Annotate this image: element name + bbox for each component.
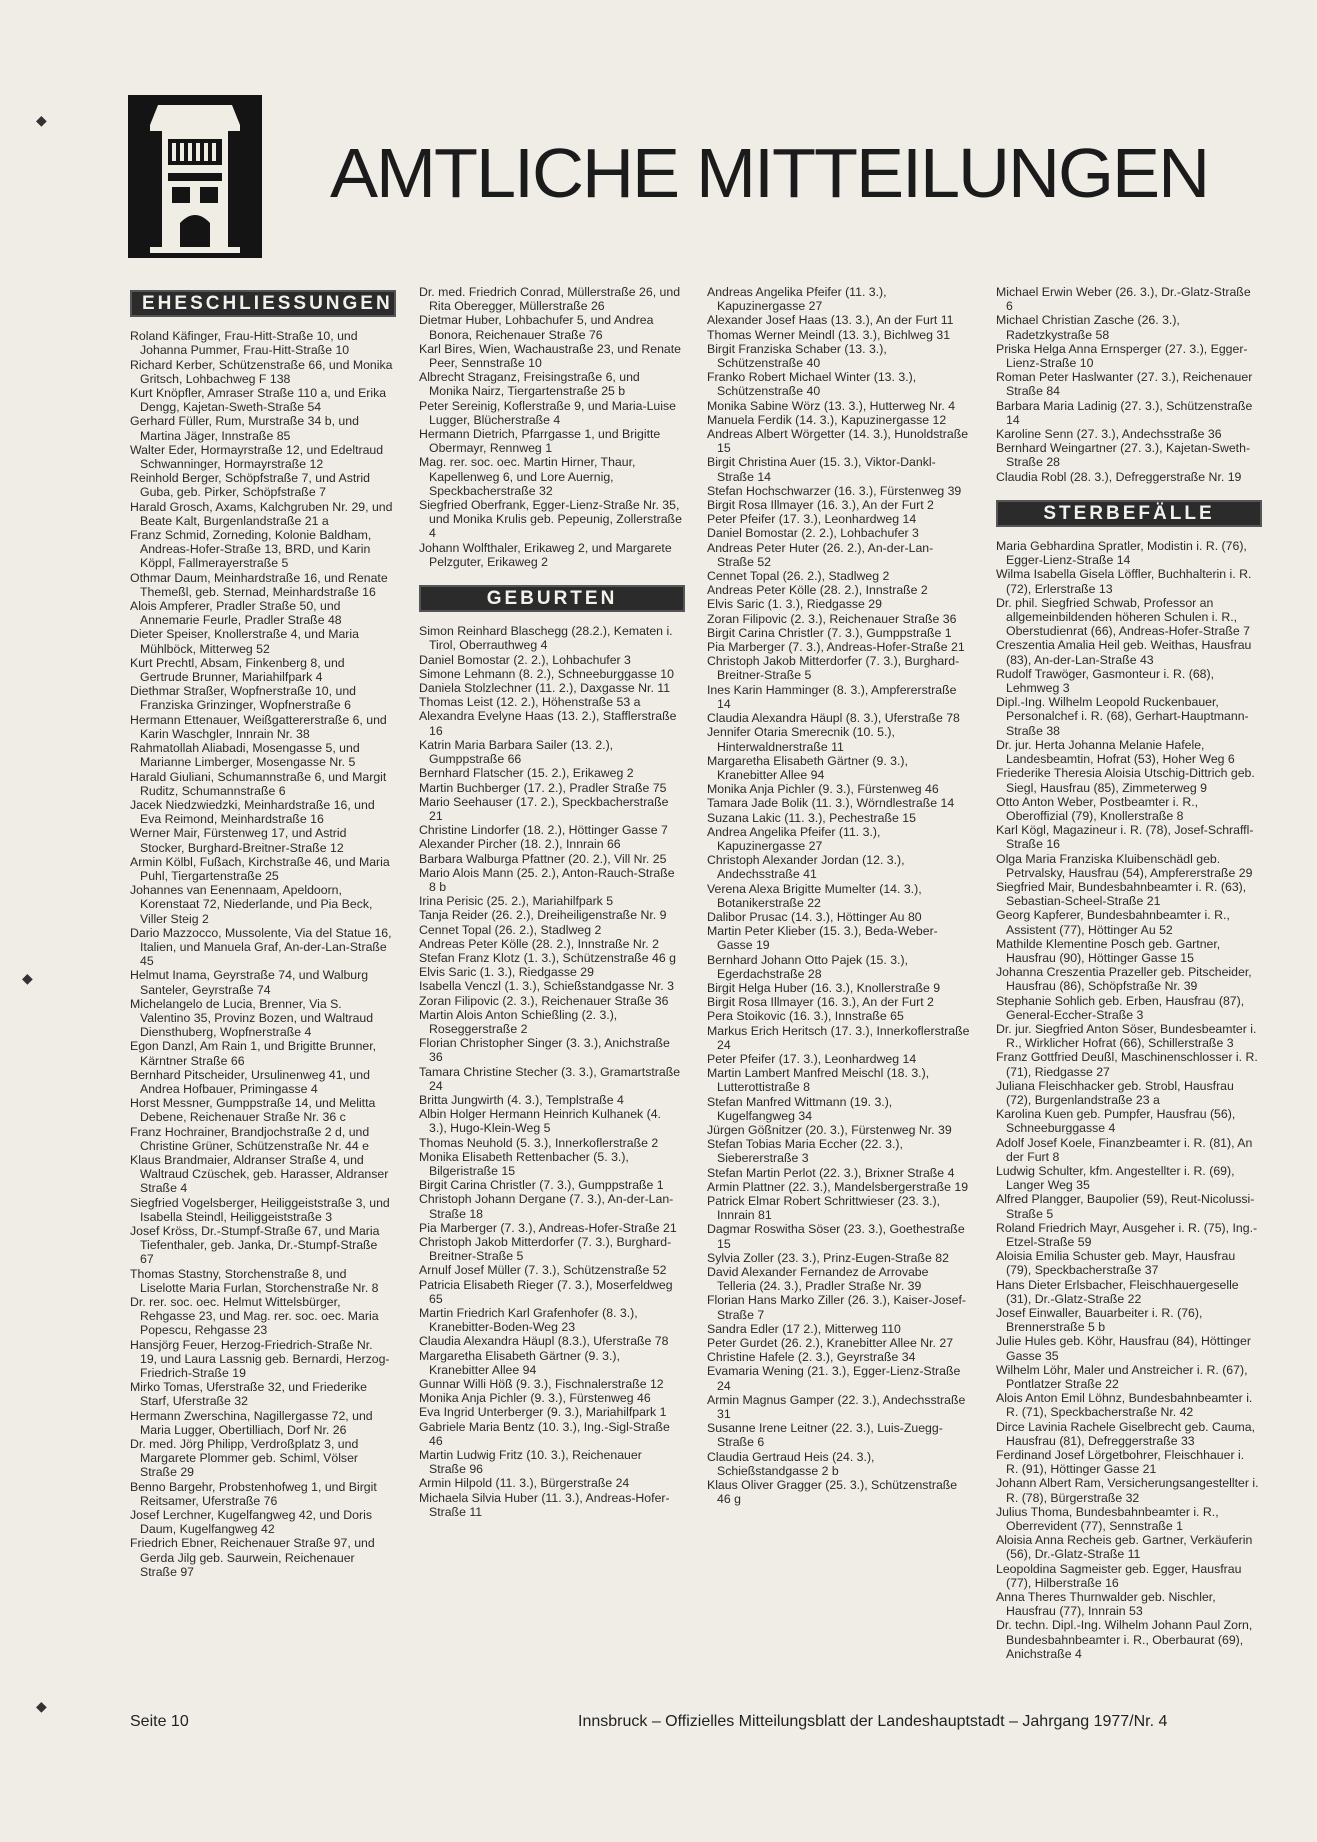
- list-item: Adolf Josef Koele, Finanzbeamter i. R. (81), An der Furt 8: [996, 1135, 1253, 1164]
- list-item: Barbara Maria Ladinig (27. 3.), Schützenstraße 14: [996, 398, 1253, 427]
- list-item: Maria Gebhardina Spratler, Modistin i. R. (76), Egger-Lienz-Straße 14: [996, 539, 1247, 568]
- list-item: Daniela Stolzlechner (11. 2.), Daxgasse Nr. 11: [419, 681, 671, 696]
- list-item: Siegfried Mair, Bundesbahnbeamter i. R. (63), Sebastian-Scheel-Straße 21: [996, 879, 1247, 909]
- list-item: Andreas Peter Kölle (28. 2.), Innstraße Nr. 2: [419, 936, 659, 951]
- tower-logo-icon: [128, 95, 262, 258]
- list-item: Kurt Knöpfler, Amraser Straße 110 a, und Erika Dengg, Kajetan-Sweth-Straße 54: [130, 386, 387, 415]
- list-item: Aloisia Anna Recheis geb. Gartner, Verkäuferin (56), Dr.-Glatz-Straße 11: [996, 1533, 1253, 1562]
- list-item: Benno Bargehr, Probstenhofweg 1, und Birgit Reitsamer, Uferstraße 76: [130, 1479, 377, 1508]
- list-item: Martin Buchberger (17. 2.), Pradler Straße 75: [419, 780, 667, 795]
- list-item: Birgit Rosa Illmayer (16. 3.), An der Furt 2: [707, 498, 934, 513]
- list-item: Dr. phil. Siegfried Schwab, Professor an allgemeinbildenden höheren Schulen i. R., Oberstudienrat (66), Andreas-Hofer-Straße 7: [996, 595, 1250, 639]
- list-item: Katrin Maria Barbara Sailer (13. 2.), Gumppstraße 66: [419, 737, 614, 767]
- list-item: Johann Albert Ram, Versicherungsangestellter i. R. (78), Bürgerstraße 32: [996, 1476, 1259, 1505]
- list-item: Thomas Werner Meindl (13. 3.), Bichlweg 31: [707, 327, 951, 342]
- list-item: Martin Friedrich Karl Grafenhofer (8. 3.), Kranebitter-Boden-Weg 23: [419, 1306, 638, 1335]
- list-item: Claudia Robl (28. 3.), Defreggerstraße Nr. 19: [996, 469, 1242, 484]
- list-item: Dipl.-Ing. Wilhelm Leopold Ruckenbauer, Personalchef i. R. (68), Gerhart-Hauptmann-Straße 38: [996, 695, 1249, 738]
- list-item: Claudia Gertraud Heis (24. 3.), Schießstandgasse 2 b: [707, 1449, 875, 1478]
- list-item: Martin Peter Klieber (15. 3.), Beda-Weber-Gasse 19: [707, 924, 938, 953]
- list-item: Andreas Peter Kölle (28. 2.), Innstraße 2: [707, 583, 928, 598]
- list-item: Jacek Niedzwiedzki, Meinhardstraße 16, und Eva Reimond, Meinhardstraße 16: [130, 797, 375, 827]
- list-item: Franz Gottfried Deußl, Maschinenschlosser i. R. (71), Riedgasse 27: [996, 1050, 1258, 1079]
- list-item: Christoph Jakob Mitterdorfer (7. 3.), Burghard-Breitner-Straße 5: [419, 1235, 672, 1264]
- list-item: Rudolf Trawöger, Gasmonteur i. R. (68), Lehmweg 3: [996, 666, 1215, 696]
- list-item: Martin Lambert Manfred Meischl (18. 3.), Lutterottistraße 8: [707, 1066, 930, 1095]
- list-item: Markus Erich Heritsch (17. 3.), Innerkoflerstraße 24: [707, 1023, 970, 1052]
- list-item: Arnulf Josef Müller (7. 3.), Schützenstraße 52: [419, 1263, 667, 1278]
- list-item: Johannes van Eenennaam, Apeldoorn, Korenstaat 72, Niederlande, und Pia Beck, Viller Steig 2: [130, 883, 373, 926]
- list-item: Monika Elisabeth Rettenbacher (5. 3.), Bilgeristraße 15: [419, 1149, 629, 1178]
- list-item: Ferdinand Josef Lörgetbohrer, Fleischhauer i. R. (91), Höttinger Gasse 21: [996, 1448, 1245, 1477]
- list-item: Alois Anton Emil Löhnz, Bundesbahnbeamter i. R. (71), Speckbacherstraße Nr. 42: [996, 1391, 1253, 1420]
- list-item: Creszentia Amalia Heil geb. Weithas, Hausfrau (83), An-der-Lan-Straße 43: [996, 638, 1252, 667]
- list-item: Bernhard Flatscher (15. 2.), Erikaweg 2: [419, 766, 634, 781]
- list-item: Mario Seehauser (17. 2.), Speckbacherstraße 21: [419, 794, 669, 823]
- list-item: Gunnar Willi Höß (9. 3.), Fischnalerstraße 12: [419, 1377, 664, 1392]
- list-item: Dirce Lavinia Rachele Giselbrecht geb. Cauma, Hausfrau (81), Defreggerstraße 33: [996, 1419, 1256, 1448]
- list-item: Georg Kapferer, Bundesbahnbeamter i. R., Assistent (77), Höttinger Au 52: [996, 908, 1230, 937]
- list-item: Ines Karin Hamminger (8. 3.), Ampfererstraße 14: [707, 682, 957, 711]
- column-3: [707, 285, 970, 1506]
- list-item: Dr. rer. soc. oec. Helmut Wittelsbürger, Rehgasse 23, und Mag. rer. soc. oec. Maria Popescu, Rehgasse 23: [130, 1295, 379, 1338]
- list-item: Andrea Angelika Pfeifer (11. 3.), Kapuzinergasse 27: [707, 824, 881, 853]
- list-item: Aloisia Emilia Schuster geb. Mayr, Hausfrau (79), Speckbacherstraße 37: [996, 1249, 1236, 1278]
- list-item: Dr. techn. Dipl.-Ing. Wilhelm Johann Paul Zorn, Bundesbahnbeamter i. R., Oberbaurat (69), Anichstraße 4: [996, 1618, 1253, 1661]
- marriages-list-continued: [419, 285, 682, 569]
- list-item: Michael Christian Zasche (26. 3.), Radetzkystraße 58: [996, 313, 1180, 342]
- list-item: Dietmar Huber, Lohbachufer 5, und Andrea Bonora, Reichenauer Straße 76: [419, 313, 654, 342]
- list-item: Bernhard Pitscheider, Ursulinenweg 41, und Andrea Hofbauer, Primingasse 4: [130, 1067, 370, 1096]
- page-title: AMTLICHE MITTEILUNGEN: [330, 134, 1209, 212]
- list-item: Karl Kögl, Magazineur i. R. (78), Josef-Schraffl-Straße 16: [996, 823, 1254, 852]
- list-item: Andreas Peter Huter (26. 2.), An-der-Lan-Straße 52: [707, 540, 934, 569]
- list-item: Birgit Helga Huber (16. 3.), Knollerstraße 9: [707, 980, 941, 995]
- list-item: Mirko Tomas, Uferstraße 32, und Friederike Starf, Uferstraße 32: [130, 1380, 367, 1409]
- list-item: Gerhard Füller, Rum, Murstraße 34 b, und Martina Jäger, Innstraße 85: [130, 414, 359, 443]
- list-item: Bernhard Johann Otto Pajek (15. 3.), Egerdachstraße 28: [707, 952, 908, 981]
- list-item: Friederike Theresia Aloisia Utschig-Dittrich geb. Siegl, Hausfrau (85), Zimmeterweg 9: [996, 766, 1255, 795]
- list-item: Christoph Alexander Jordan (12. 3.), Andechsstraße 41: [707, 853, 905, 882]
- list-item: Priska Helga Anna Ernsperger (27. 3.), Egger-Lienz-Straße 10: [996, 341, 1248, 371]
- list-item: Helmut Inama, Geyrstraße 74, und Walburg Santeler, Geyrstraße 74: [130, 968, 369, 997]
- list-item: Hansjörg Feuer, Herzog-Friedrich-Straße Nr. 19, und Laura Lassnig geb. Bernardi, Herzog-Friedrich-Straße 19: [130, 1337, 390, 1381]
- list-item: Armin Hilpold (11. 3.), Bürgerstraße 24: [419, 1476, 630, 1491]
- list-item: Christoph Johann Dergane (7. 3.), An-der-Lan-Straße 18: [419, 1192, 674, 1221]
- list-item: Armin Plattner (22. 3.), Mandelsbergerstraße 19: [707, 1179, 969, 1194]
- list-item: Susanne Irene Leitner (22. 3.), Luis-Zuegg-Straße 6: [707, 1421, 943, 1450]
- list-item: Birgit Franziska Schaber (13. 3.), Schützenstraße 40: [707, 341, 887, 371]
- list-item: Dr. jur. Herta Johanna Melanie Hafele, Landesbeamtin, Hofrat (53), Hoher Weg 6: [996, 737, 1235, 767]
- list-item: Otto Anton Weber, Postbeamter i. R., Oberoffizial (79), Knollerstraße 8: [996, 794, 1199, 823]
- list-item: Alexandra Evelyne Haas (13. 2.), Stafflerstraße 16: [419, 709, 677, 738]
- list-item: Werner Mair, Fürstenweg 17, und Astrid Stocker, Burghard-Breitner-Straße 12: [130, 826, 347, 855]
- list-item: Pia Marberger (7. 3.), Andreas-Hofer-Straße 21: [419, 1220, 677, 1235]
- list-item: Manuela Ferdik (14. 3.), Kapuzinergasse 12: [707, 412, 947, 427]
- list-item: Isabella Venczl (1. 3.), Schießstandgasse Nr. 3: [419, 979, 674, 994]
- list-item: Florian Hans Marko Ziller (26. 3.), Kaiser-Josef-Straße 7: [707, 1293, 966, 1322]
- list-item: Birgit Carina Christler (7. 3.), Gumppstraße 1: [419, 1178, 664, 1193]
- list-item: Diethmar Straßer, Wopfnerstraße 10, und Franziska Grinzinger, Wopfnerstraße 6: [130, 684, 356, 713]
- list-item: Margaretha Elisabeth Gärtner (9. 3.), Kranebitter Allee 94: [707, 753, 908, 782]
- list-item: Leopoldina Sagmeister geb. Egger, Hausfrau (77), Hilberstraße 16: [996, 1561, 1242, 1590]
- column-2: [419, 285, 682, 1519]
- list-item: Christine Hafele (2. 3.), Geyrstraße 34: [707, 1350, 916, 1365]
- list-item: Andreas Angelika Pfeifer (11. 3.), Kapuzinergasse 27: [707, 285, 887, 314]
- list-item: Hans Dieter Erlsbacher, Fleischhauergeselle (31), Dr.-Glatz-Straße 22: [996, 1277, 1239, 1306]
- list-item: Pera Stoikovic (16. 3.), Innstraße 65: [707, 1009, 904, 1024]
- margin-mark: ◆: [22, 970, 33, 986]
- list-item: Harald Grosch, Axams, Kalchgruben Nr. 29, und Beate Kalt, Burgenlandstraße 21 a: [130, 499, 393, 528]
- list-item: Harald Giuliani, Schumannstraße 6, und Margit Ruditz, Schumannstraße 6: [130, 769, 387, 798]
- list-item: Johann Wolfthaler, Erikaweg 2, und Margarete Pelzguter, Erikaweg 2: [419, 540, 672, 569]
- list-item: Birgit Carina Christler (7. 3.), Gumppstraße 1: [707, 625, 952, 640]
- list-item: Reinhold Berger, Schöpfstraße 7, und Astrid Guba, geb. Pirker, Schöpfstraße 7: [130, 471, 370, 500]
- list-item: Josef Lerchner, Kugelfangweg 42, und Doris Daum, Kugelfangweg 42: [130, 1508, 372, 1537]
- list-item: Stefan Tobias Maria Eccher (22. 3.), Siebererstraße 3: [707, 1137, 903, 1166]
- list-item: Julie Hules geb. Köhr, Hausfrau (84), Höttinger Gasse 35: [996, 1334, 1251, 1363]
- list-item: Patricia Elisabeth Rieger (7. 3.), Moserfeldweg 65: [419, 1277, 673, 1306]
- list-item: Wilhelm Löhr, Maler und Anstreicher i. R. (67), Pontlatzer Straße 22: [996, 1362, 1248, 1392]
- list-item: Stefan Franz Klotz (1. 3.), Schützenstraße 46 g: [419, 950, 676, 965]
- list-item: Britta Jungwirth (4. 3.), Templstraße 4: [419, 1092, 624, 1107]
- list-item: Stephanie Sohlich geb. Erben, Hausfrau (87), General-Eccher-Straße 3: [996, 993, 1245, 1022]
- list-item: Peter Pfeifer (17. 3.), Leonhardweg 14: [707, 1051, 917, 1066]
- list-item: Elvis Saric (1. 3.), Riedgasse 29: [419, 965, 594, 980]
- list-item: Christine Lindorfer (18. 2.), Höttinger Gasse 7: [419, 823, 668, 838]
- list-item: Hermann Zwerschina, Nagillergasse 72, und Maria Lugger, Obertilliach, Dorf Nr. 26: [130, 1408, 373, 1437]
- list-item: Thomas Stastny, Storchenstraße 8, und Liselotte Maria Furlan, Storchenstraße Nr. 8: [130, 1266, 379, 1295]
- list-item: Monika Anja Pichler (9. 3.), Fürstenweg 46: [419, 1391, 651, 1406]
- list-item: Franz Hochrainer, Brandjochstraße 2 d, und Christine Grüner, Schützenstraße Nr. 44 e: [130, 1124, 370, 1153]
- list-item: Klaus Brandmaier, Aldranser Straße 4, und Waltraud Czüschek, geb. Harasser, Aldranser Straße 4: [130, 1152, 389, 1196]
- list-item: Albin Holger Hermann Heinrich Kulhanek (4. 3.), Hugo-Klein-Weg 5: [419, 1107, 661, 1136]
- list-item: Armin Magnus Gamper (22. 3.), Andechsstraße 31: [707, 1392, 966, 1422]
- list-item: Gabriele Maria Bentz (10. 3.), Ing.-Sigl-Straße 46: [419, 1419, 670, 1448]
- list-item: Wilma Isabella Gisela Löffler, Buchhalterin i. R. (72), Erlerstraße 13: [996, 567, 1252, 596]
- list-item: Julius Thoma, Bundesbahnbeamter i. R., Oberrevident (77), Sennstraße 1: [996, 1504, 1219, 1534]
- list-item: Birgit Rosa Illmayer (16. 3.), An der Furt 2: [707, 995, 934, 1010]
- list-item: Cennet Topal (26. 2.), Stadlweg 2: [707, 569, 890, 584]
- column-1: [130, 290, 393, 1579]
- list-item: Michael Erwin Weber (26. 3.), Dr.-Glatz-Straße 6: [996, 285, 1251, 314]
- list-item: Tanja Reider (26. 2.), Dreiheiligenstraße Nr. 9: [419, 908, 667, 923]
- margin-mark: ◆: [36, 112, 47, 128]
- list-item: Ludwig Schulter, kfm. Angestellter i. R. (69), Langer Weg 35: [996, 1163, 1235, 1193]
- list-item: Michelangelo de Lucia, Brenner, Via S. Valentino 35, Provinz Bozen, und Waltraud Diensthuberg, Wopfnerstraße 4: [130, 996, 374, 1040]
- list-item: Karoline Senn (27. 3.), Andechsstraße 36: [996, 427, 1222, 442]
- list-item: Dr. jur. Siegfried Anton Söser, Bundesbeamter i. R., Wirklicher Hofrat (66), Schillerstraße 3: [996, 1021, 1257, 1051]
- list-item: Sylvia Zoller (23. 3.), Prinz-Eugen-Straße 82: [707, 1250, 949, 1265]
- list-item: Josef Kröss, Dr.-Stumpf-Straße 67, und Maria Tiefenthaler, geb. Janka, Dr.-Stumpf-Straße 67: [130, 1224, 380, 1267]
- list-item: Simon Reinhard Blaschegg (28.2.), Kematen i. Tirol, Oberrauthweg 4: [419, 624, 673, 653]
- margin-mark: ◆: [36, 1698, 47, 1714]
- list-item: Zoran Filipovic (2. 3.), Reichenauer Straße 36: [707, 611, 957, 626]
- list-item: Margaretha Elisabeth Gärtner (9. 3.), Kranebitter Allee 94: [419, 1348, 620, 1377]
- list-item: Dagmar Roswitha Söser (23. 3.), Goethestraße 15: [707, 1222, 965, 1251]
- list-item: Horst Messner, Gumppstraße 14, und Melitta Debene, Reichenauer Straße Nr. 36 c: [130, 1096, 376, 1125]
- list-item: Thomas Leist (12. 2.), Höhenstraße 53 a: [419, 695, 641, 710]
- list-item: Peter Sereinig, Koflerstraße 9, und Maria-Luise Lugger, Blücherstraße 4: [419, 398, 676, 427]
- section-header-geburten: GEBURTEN: [419, 585, 685, 612]
- list-item: Albrecht Straganz, Freisingstraße 6, und Monika Nairz, Tiergartenstraße 25 b: [419, 370, 640, 399]
- list-item: Kurt Prechtl, Absam, Finkenberg 8, und Gertrude Brunner, Mariahilfpark 4: [130, 655, 345, 685]
- list-item: Rahmatollah Aliabadi, Mosengasse 5, und Marianne Limberger, Mosengasse Nr. 5: [130, 741, 360, 770]
- list-item: Armin Kölbl, Fußach, Kirchstraße 46, und Maria Puhl, Tiergartenstraße 25: [130, 854, 390, 883]
- list-item: Alfred Plangger, Baupolier (59), Reut-Nicolussi-Straße 5: [996, 1192, 1255, 1221]
- list-item: Peter Gurdet (26. 2.), Kranebitter Allee Nr. 27: [707, 1336, 954, 1351]
- list-item: Cennet Topal (26. 2.), Stadlweg 2: [419, 922, 602, 937]
- section-header-sterbefaelle: STERBEFÄLLE: [996, 500, 1262, 527]
- list-item: David Alexander Fernandez de Arrovabe Telleria (24. 3.), Pradler Straße Nr. 39: [707, 1265, 929, 1294]
- list-item: Stefan Hochschwarzer (16. 3.), Fürstenweg 39: [707, 483, 962, 498]
- list-item: Walter Eder, Hormayrstraße 12, und Edeltraud Schwanninger, Hormayrstraße 12: [130, 442, 384, 472]
- list-item: Franko Robert Michael Winter (13. 3.), Schützenstraße 40: [707, 370, 917, 399]
- list-item: Christoph Jakob Mitterdorfer (7. 3.), Burghard-Breitner-Straße 5: [707, 654, 960, 683]
- publication-line: Innsbruck – Offizielles Mitteilungsblatt der Landeshauptstadt – Jahrgang 1977/Nr. 4: [578, 1713, 1168, 1730]
- list-item: Claudia Alexandra Häupl (8. 3.), Uferstraße 78: [707, 711, 960, 726]
- list-item: Birgit Christina Auer (15. 3.), Viktor-Dankl-Straße 14: [707, 455, 936, 484]
- list-item: Bernhard Weingartner (27. 3.), Kajetan-Sweth-Straße 28: [996, 441, 1251, 470]
- list-item: Suzana Lakic (11. 3.), Pechestraße 15: [707, 810, 916, 825]
- list-item: Dr. med. Friedrich Conrad, Müllerstraße 26, und Rita Oberegger, Müllerstraße 26: [419, 285, 681, 314]
- list-item: Dr. med. Jörg Philipp, Verdroßplatz 3, und Margarete Plommer geb. Schiml, Völser Straße 29: [130, 1437, 359, 1480]
- list-item: Martin Alois Anton Schießling (2. 3.), Roseggerstraße 2: [419, 1007, 618, 1036]
- list-item: Dalibor Prusac (14. 3.), Höttinger Au 80: [707, 909, 922, 924]
- list-item: Eva Ingrid Unterberger (9. 3.), Mariahilfpark 1: [419, 1405, 667, 1420]
- list-item: Friedrich Ebner, Reichenauer Straße 97, und Gerda Jilg geb. Saurwein, Reichenauer Straße 97: [130, 1536, 375, 1579]
- list-item: Martin Ludwig Fritz (10. 3.), Reichenauer Straße 96: [419, 1448, 642, 1477]
- list-item: Simone Lehmann (8. 2.), Schneeburggasse 10: [419, 666, 674, 681]
- list-item: Egon Danzl, Am Rain 1, und Brigitte Brunner, Kärntner Straße 66: [130, 1039, 377, 1068]
- list-item: Roland Käfinger, Frau-Hitt-Straße 10, und Johanna Pummer, Frau-Hitt-Straße 10: [130, 329, 358, 358]
- births-list-end: [996, 285, 1259, 484]
- list-item: Mathilde Klementine Posch geb. Gartner, Hausfrau (90), Höttinger Gasse 15: [996, 936, 1221, 965]
- list-item: Peter Pfeifer (17. 3.), Leonhardweg 14: [707, 512, 917, 527]
- list-item: Alexander Pircher (18. 2.), Innrain 66: [419, 837, 621, 852]
- list-item: Juliana Fleischhacker geb. Strobl, Hausfrau (72), Burgenlandstraße 23 a: [996, 1078, 1234, 1107]
- list-item: Patrick Elmar Robert Schrittwieser (23. 3.), Innrain 81: [707, 1194, 941, 1223]
- list-item: Olga Maria Franziska Kluibenschädl geb. Petrvalsky, Hausfrau (54), Ampfererstraße 29: [996, 851, 1253, 880]
- list-item: Roman Peter Haslwanter (27. 3.), Reichenauer Straße 84: [996, 370, 1253, 399]
- list-item: Evamaria Wening (21. 3.), Egger-Lienz-Straße 24: [707, 1364, 961, 1393]
- list-item: Tamara Jade Bolik (11. 3.), Wörndlestraße 14: [707, 796, 955, 811]
- list-item: Anna Theres Thurnwalder geb. Nischler, Hausfrau (77), Innrain 53: [996, 1590, 1216, 1619]
- list-item: Karl Bires, Wien, Wachaustraße 23, und Renate Peer, Sennstraße 10: [419, 341, 681, 371]
- marriages-list: [130, 329, 393, 1579]
- list-item: Hermann Ettenauer, Weißgattererstraße 6, und Karin Waschgler, Innrain Nr. 38: [130, 712, 387, 741]
- list-item: Pia Marberger (7. 3.), Andreas-Hofer-Straße 21: [707, 640, 965, 655]
- list-item: Stefan Martin Perlot (22. 3.), Brixner Straße 4: [707, 1165, 955, 1180]
- list-item: Tamara Christine Stecher (3. 3.), Gramartstraße 24: [419, 1064, 681, 1093]
- list-item: Claudia Alexandra Häupl (8.3.), Uferstraße 78: [419, 1334, 669, 1349]
- list-item: Florian Christopher Singer (3. 3.), Anichstraße 36: [419, 1036, 670, 1065]
- list-item: Johanna Creszentia Prazeller geb. Pitscheider, Hausfrau (86), Schöpfstraße Nr. 39: [996, 965, 1252, 994]
- deaths-list: [996, 539, 1259, 1661]
- list-item: Klaus Oliver Gragger (25. 3.), Schützenstraße 46 g: [707, 1478, 958, 1507]
- list-item: Monika Sabine Wörz (13. 3.), Hutterweg Nr. 4: [707, 398, 956, 413]
- list-item: Stefan Manfred Wittmann (19. 3.), Kugelfangweg 34: [707, 1094, 893, 1123]
- list-item: Andreas Albert Wörgetter (14. 3.), Hunoldstraße 15: [707, 427, 969, 456]
- list-item: Sandra Edler (17 2.), Mitterweg 110: [707, 1321, 901, 1336]
- births-list-continued: [707, 285, 970, 1506]
- list-item: Siegfried Oberfrank, Egger-Lienz-Straße Nr. 35, und Monika Krulis geb. Pepeunig, Zollerstraße 4: [419, 498, 682, 541]
- list-item: Monika Anja Pichler (9. 3.), Fürstenweg 46: [707, 782, 939, 797]
- list-item: Dario Mazzocco, Mussolente, Via del Statue 16, Italien, und Manuela Graf, An-der-Lan-Straße 45: [130, 925, 392, 969]
- list-item: Michaela Silvia Huber (11. 3.), Andreas-Hofer-Straße 11: [419, 1490, 670, 1519]
- list-item: Dieter Speiser, Knollerstraße 4, und Maria Mühlböck, Mitterweg 52: [130, 627, 359, 656]
- page-number: Seite 10: [130, 1713, 189, 1730]
- list-item: Daniel Bomostar (2. 2.), Lohbachufer 3: [419, 652, 631, 667]
- list-item: Mario Alois Mann (25. 2.), Anton-Rauch-Straße 8 b: [419, 865, 675, 894]
- list-item: Josef Einwaller, Bauarbeiter i. R. (76), Brennerstraße 5 b: [996, 1306, 1203, 1335]
- list-item: Mag. rer. soc. oec. Martin Hirner, Thaur, Kapellenweg 6, und Lore Auernig, Speckbacherstraße 32: [419, 455, 636, 498]
- list-item: Alois Ampferer, Pradler Straße 50, und Annemarie Feurle, Pradler Straße 48: [130, 599, 342, 628]
- list-item: Karolina Kuen geb. Pumpfer, Hausfrau (56), Schneeburggasse 4: [996, 1107, 1236, 1136]
- list-item: Elvis Saric (1. 3.), Riedgasse 29: [707, 597, 882, 612]
- list-item: Franz Schmid, Zorneding, Kolonie Baldham, Andreas-Hofer-Straße 13, BRD, und Karin Köppl, Fallmerayerstraße 5: [130, 528, 372, 571]
- section-header-eheschliessungen: EHESCHLIESSUNGEN: [130, 290, 396, 317]
- list-item: Verena Alexa Brigitte Mumelter (14. 3.), Botanikerstraße 22: [707, 881, 922, 910]
- list-item: Jürgen Gößnitzer (20. 3.), Fürstenweg Nr. 39: [707, 1122, 952, 1137]
- list-item: Roland Friedrich Mayr, Ausgeher i. R. (75), Ing.-Etzel-Straße 59: [996, 1220, 1258, 1249]
- births-list: [419, 624, 682, 1519]
- list-item: Siegfried Vogelsberger, Heiliggeiststraße 3, und Isabella Steindl, Heiliggeiststraße 3: [130, 1195, 390, 1224]
- list-item: Hermann Dietrich, Pfarrgasse 1, und Brigitte Obermayr, Rennweg 1: [419, 427, 661, 456]
- list-item: Richard Kerber, Schützenstraße 66, und Monika Gritsch, Lohbachweg F 138: [130, 357, 393, 386]
- list-item: Alexander Josef Haas (13. 3.), An der Furt 11: [707, 313, 954, 328]
- list-item: Barbara Walburga Pfattner (20. 2.), Vill Nr. 25: [419, 851, 667, 866]
- list-item: Irina Perisic (25. 2.), Mariahilfpark 5: [419, 894, 614, 909]
- column-4: [996, 285, 1259, 1661]
- list-item: Daniel Bomostar (2. 2.), Lohbachufer 3: [707, 526, 919, 541]
- list-item: Othmar Daum, Meinhardstraße 16, und Renate Themeßl, geb. Sternad, Meinhardstraße 16: [130, 570, 388, 599]
- list-item: Jennifer Otaria Smerecnik (10. 5.), Hinterwaldnerstraße 11: [707, 725, 895, 754]
- list-item: Zoran Filipovic (2. 3.), Reichenauer Straße 36: [419, 993, 669, 1008]
- list-item: Thomas Neuhold (5. 3.), Innerkoflerstraße 2: [419, 1135, 659, 1150]
